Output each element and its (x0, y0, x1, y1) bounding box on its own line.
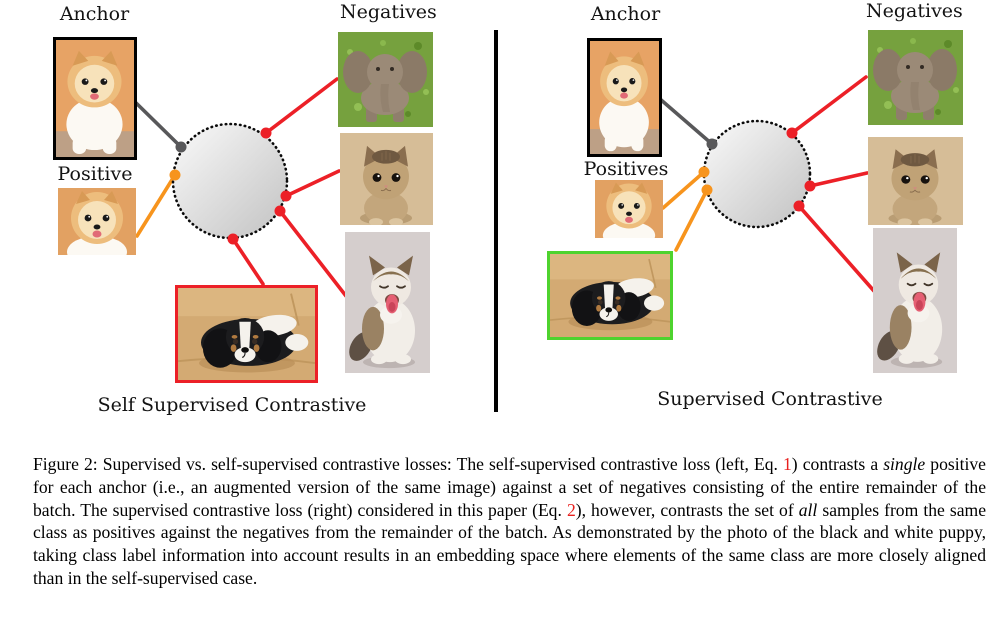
left-negative-dot-1 (261, 128, 272, 139)
panel-divider (494, 30, 498, 412)
right-negative-elephant-image (868, 30, 963, 125)
figure-caption (33, 453, 986, 590)
right-positive-puppy-image (547, 251, 673, 340)
right-negative-dot-1 (787, 128, 798, 139)
caption-text: single (883, 454, 926, 474)
left-positive-line (137, 175, 175, 236)
right-negative-line-kitten2 (799, 206, 874, 291)
caption-text: ) contrasts a (791, 454, 884, 474)
left-negative-dot-3 (275, 206, 286, 217)
right-panel-caption: Supervised Contrastive (657, 388, 883, 410)
right-negative-line-elephant (792, 77, 866, 133)
caption-text: Figure 2: Supervised vs. self-supervised contrastive losses: The self-supervised contrastive loss (left, Eq. (33, 454, 783, 474)
left-negative-line-puppy (233, 239, 263, 284)
right-negatives-label: Negatives (866, 0, 963, 22)
right-anchor-dot (707, 139, 718, 150)
right-positive-dot-1 (699, 167, 710, 178)
right-anchor-line (660, 99, 712, 144)
right-anchor-image (587, 38, 662, 157)
right-positive-line-2 (676, 190, 707, 250)
left-panel-caption: Self Supervised Contrastive (97, 394, 367, 416)
left-negative-line-kitten1 (286, 171, 339, 196)
right-positive-dot-2 (702, 185, 713, 196)
left-anchor-image (53, 37, 137, 160)
eq-ref-link[interactable]: 1 (783, 454, 792, 474)
caption-text: all (798, 499, 818, 520)
left-positive-dot (170, 170, 181, 181)
left-negative-kitten1-image (340, 133, 433, 225)
eq-ref-link[interactable]: 2 (566, 499, 576, 520)
right-anchor-label: Anchor (590, 3, 661, 25)
left-positive-image (58, 188, 136, 255)
left-negative-kitten2-image (345, 232, 430, 373)
right-positives-label: Positives (583, 158, 669, 180)
right-negative-kitten1-image (868, 137, 963, 225)
left-negative-line-elephant (266, 79, 337, 133)
right-negative-kitten2-image (873, 228, 957, 373)
left-anchor-label: Anchor (59, 3, 130, 25)
left-negative-dot-2 (281, 191, 292, 202)
left-anchor-dot (176, 142, 187, 153)
right-negative-dot-2 (805, 181, 816, 192)
left-negative-elephant-image (338, 32, 433, 127)
right-negative-line-kitten1 (810, 173, 867, 186)
caption-text: samples from the same class as positives against the negatives from the remainder of the batch. As demonstrated by the photo of the black and white puppy, taking class label information into account results in an embedding space where elements of the same class are more closely aligned than in the self-supervised case. (33, 499, 987, 588)
right-negative-dot-3 (794, 201, 805, 212)
left-anchor-line (130, 97, 181, 147)
left-negative-dot-4 (228, 234, 239, 245)
left-embedding-circle (173, 124, 287, 238)
left-negatives-label: Negatives (340, 1, 437, 23)
right-positive-image (595, 180, 663, 238)
left-positive-label: Positive (57, 163, 133, 185)
left-negative-puppy-image (175, 285, 318, 383)
caption-text: positive for each anchor (i.e., an augmented version of the same image) against a set of negatives consisting of the entire remainder of the batch. The supervised contrastive loss (right) considered in this paper (Eq. (33, 454, 986, 520)
left-negative-line-kitten2 (280, 211, 346, 296)
caption-text: ), however, contrasts the set of (575, 499, 799, 520)
